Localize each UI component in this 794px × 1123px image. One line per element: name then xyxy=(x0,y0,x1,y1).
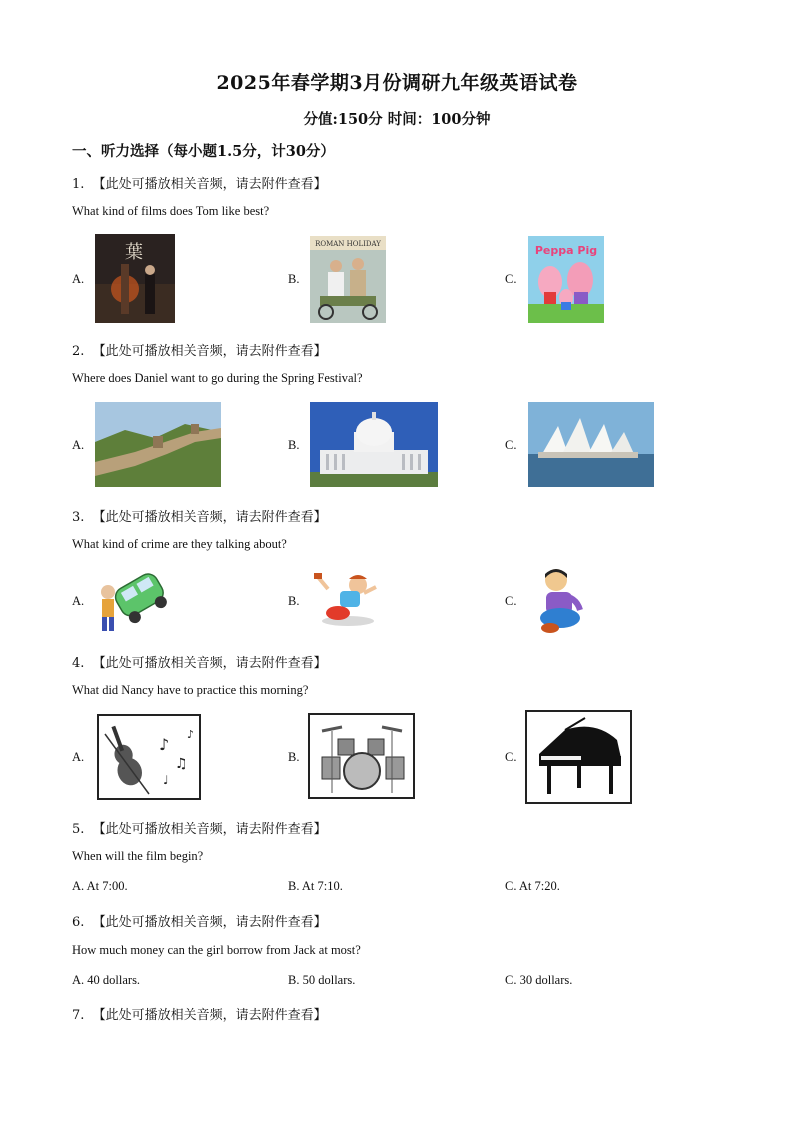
question-4-text: What did Nancy have to practice this morning? xyxy=(72,683,309,697)
question-6-text: How much money can the girl borrow from Jack at most? xyxy=(72,943,361,957)
great-wall-image xyxy=(95,402,221,487)
question-number: 7. xyxy=(72,1008,85,1023)
question-number: 2. xyxy=(72,344,85,359)
audio-prompt[interactable]: 【此处可播放相关音频，请去附件查看】 xyxy=(92,656,327,671)
question-6-header xyxy=(72,911,327,930)
option-c[interactable]: C. 30 dollars. xyxy=(505,973,573,987)
audio-prompt[interactable]: 【此处可播放相关音频，请去附件查看】 xyxy=(92,822,327,837)
option-letter: A. xyxy=(72,272,85,286)
option-a[interactable]: A. At 7:00. xyxy=(72,879,128,893)
peppa-pig-cartoon-image xyxy=(528,236,604,323)
svg-text:♩: ♩ xyxy=(163,773,169,787)
option-letter: B. xyxy=(288,750,300,764)
drum-set-image xyxy=(308,713,415,799)
question-5-header xyxy=(72,818,327,837)
movie-poster-kungfu-image xyxy=(95,234,175,323)
question-number: 1. xyxy=(72,177,85,192)
option-letter: A. xyxy=(72,438,85,452)
svg-text:♪: ♪ xyxy=(187,728,195,741)
question-1-text: What kind of films does Tom like best? xyxy=(72,204,270,218)
sydney-opera-house-image xyxy=(528,402,654,487)
svg-text:葉: 葉 xyxy=(125,242,143,263)
capitol-building-image xyxy=(310,402,438,487)
audio-prompt[interactable]: 【此处可播放相关音频，请去附件查看】 xyxy=(92,915,327,930)
option-letter: B. xyxy=(288,594,300,608)
question-2-header xyxy=(72,340,327,359)
boy-falling-image xyxy=(308,565,386,631)
option-letter: B. xyxy=(288,272,300,286)
option-c[interactable]: C. At 7:20. xyxy=(505,879,560,893)
question-3-text: What kind of crime are they talking about? xyxy=(72,537,287,551)
poster-title: Peppa Pig xyxy=(534,244,598,257)
option-letter: A. xyxy=(72,750,85,764)
question-number: 5. xyxy=(72,822,85,837)
question-number: 4. xyxy=(72,656,85,671)
sitting-boy-image xyxy=(532,566,588,638)
option-letter: C. xyxy=(505,750,517,764)
question-3-header xyxy=(72,506,327,525)
svg-text:♫: ♫ xyxy=(175,756,188,772)
movie-poster-roman-holiday-image xyxy=(310,236,386,323)
option-b[interactable]: B. At 7:10. xyxy=(288,879,343,893)
option-a[interactable]: A. 40 dollars. xyxy=(72,973,141,987)
audio-prompt[interactable]: 【此处可播放相关音频，请去附件查看】 xyxy=(92,510,327,525)
poster-title: ROMAN HOLIDAY xyxy=(315,240,381,248)
option-letter: C. xyxy=(505,438,517,452)
option-letter: C. xyxy=(505,594,517,608)
audio-prompt[interactable]: 【此处可播放相关音频，请去附件查看】 xyxy=(92,344,327,359)
option-letter: A. xyxy=(72,594,85,608)
car-accident-image xyxy=(92,562,172,638)
exam-title: 2025年春学期3月份调研九年级英语试卷 xyxy=(216,72,578,94)
audio-prompt[interactable]: 【此处可播放相关音频，请去附件查看】 xyxy=(92,1008,327,1023)
exam-subtitle: 分值:150分 时间：100分钟 xyxy=(303,111,491,128)
violin-image xyxy=(97,714,201,800)
audio-prompt[interactable]: 【此处可播放相关音频，请去附件查看】 xyxy=(92,177,327,192)
question-7-header xyxy=(72,1004,327,1023)
section-heading-listening: 一、听力选择（每小题1.5分，计30分） xyxy=(72,143,335,160)
option-letter: C. xyxy=(505,272,517,286)
question-5-text: When will the film begin? xyxy=(72,849,204,863)
option-letter: B. xyxy=(288,438,300,452)
piano-image xyxy=(525,710,632,804)
question-4-header xyxy=(72,652,327,671)
question-number: 6. xyxy=(72,915,85,930)
option-b[interactable]: B. 50 dollars. xyxy=(288,973,356,987)
question-number: 3. xyxy=(72,510,85,525)
question-1-header xyxy=(72,173,327,192)
svg-text:♪: ♪ xyxy=(159,735,170,754)
question-2-text: Where does Daniel want to go during the Spring Festival? xyxy=(72,371,363,385)
